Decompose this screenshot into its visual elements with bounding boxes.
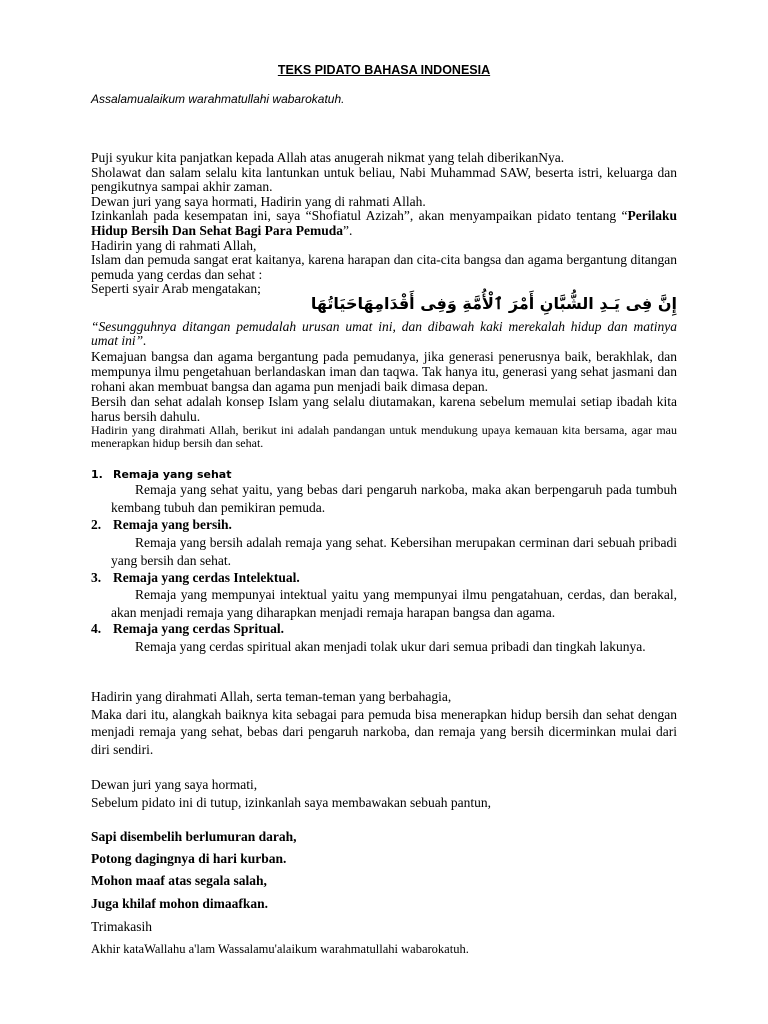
pantun-line-4: Juga khilaf mohon dimaafkan. (91, 896, 269, 911)
closing-line-2: Maka dari itu, alangkah baiknya kita sebagai para pemuda bisa menerapkan hidup bersih dan sehat dengan menjadi remaja yang sehat, bebas dari pengaruh narkoba, dan remaja yang bersih dicerminkan mulai dari diri sendiri. (91, 706, 677, 757)
pantun-line-3: Mohon maaf atas segala salah, (91, 873, 267, 888)
arabic-verse: إِنَّ فِى يَـدِ الشُّبَّانِ أَمْرَ ٱلْأُمَّةِ وَفِى أَقْدَامِهَاحَيَاتُهَا (310, 294, 677, 313)
closing-line-4: Sebelum pidato ini di tutup, izinkanlah saya membawakan sebuah pantun, (91, 794, 492, 810)
list-item-3-body: Remaja yang mempunyai intektual yaitu yang mempunyai ilmu pengatahuan, cerdas, dan berakal, akan menjadi remaja yang diharapkan menjadi remaja harapan bangsa dan agama. (111, 587, 677, 620)
intro-line-1: Puji syukur kita panjatkan kepada Allah atas anugerah nikmat yang telah diberikanNya. (91, 150, 565, 165)
body-paragraph-2: Bersih dan sehat adalah konsep Islam yang selalu diutamakan, karena sebelum memulai setiap ibadah kita harus bersih dahulu. (91, 394, 677, 424)
closing-line-3: Dewan juri yang saya hormati, (91, 777, 258, 792)
intro-line-6: Islam dan pemuda sangat erat kaitanya, karena harapan dan cita-cita bangsa dan agama bergantung ditangan pemuda yang cerdas dan sehat : (91, 252, 677, 282)
closing-line-1: Hadirin yang dirahmati Allah, serta teman-teman yang berbahagia, (91, 689, 452, 704)
list-item-4-heading: 4. Remaja yang cerdas Spritual. (91, 621, 284, 636)
pantun-line-2: Potong dagingnya di hari kurban. (91, 851, 287, 866)
list-item-4-body: Remaja yang cerdas spiritual akan menjadi tolak ukur dari semua pribadi dan tingkah lakunya. (135, 639, 646, 654)
body-paragraph-1: Kemajuan bangsa dan agama bergantung pada pemudanya, jika generasi penerusnya baik, berakhlak, dan mempunya ilmu pengetahuan berlandaskan iman dan taqwa. Tak hanya itu, generasi yang sehat jasmani dan rohani akan membuat bangsa dan agama pun menjadi baik dimasa depan. (91, 349, 677, 394)
thanks-text: Trimakasih (91, 919, 153, 934)
closing-section-2 (91, 776, 677, 811)
body-paragraph-3: Hadirin yang dirahmati Allah, berikut ini adalah pandangan untuk mendukung upaya kemauan kita bersama, agar mau menerapkan hidup bersih dan sehat. (91, 423, 677, 450)
list-item-2-body: Remaja yang bersih adalah remaja yang sehat. Kebersihan merupakan cerminan dari sebuah pribadi yang bersih dan sehat. (111, 535, 677, 568)
speech-topic: Perilaku Hidup Bersih Dan Sehat Bagi Para Pemuda (91, 208, 677, 238)
intro-line-2: Sholawat dan salam selalu kita lantunkan untuk beliau, Nabi Muhammad SAW, beserta istri, keluarga dan pengikutnya sampai akhir zaman. (91, 164, 677, 195)
intro-line-7: Seperti syair Arab mengatakan; (91, 281, 261, 297)
pantun-line-1: Sapi disembelih berlumuran darah, (91, 829, 297, 844)
intro-section (91, 151, 677, 297)
closing-section (91, 688, 677, 758)
list-item-1-heading: 1. Remaja yang sehat (91, 468, 232, 481)
document-title: TEKS PIDATO BAHASA INDONESIA (277, 63, 491, 77)
intro-line-5: Hadirin yang di rahmati Allah, (91, 237, 257, 253)
list-item-2-heading: 2. Remaja yang bersih. (91, 517, 232, 532)
list-item-1-body: Remaja yang sehat yaitu, yang bebas dari pengaruh narkoba, maka akan berpengaruh pada tumbuh kembang tubuh dan pemikiran pemuda. (111, 482, 677, 515)
list-item-3-heading: 3. Remaja yang cerdas Intelektual. (91, 570, 300, 585)
body-section (91, 349, 677, 450)
final-salutation: Akhir kataWallahu a'lam Wassalamu'alaikum warahmatullahi wabarokatuh. (91, 942, 469, 956)
intro-line-4: Izinkanlah pada kesempatan ini, saya “Shofiatul Azizah”, akan menyampaikan pidato tentang “Perilaku Hidup Bersih Dan Sehat Bagi Para Pemuda”. (91, 208, 677, 238)
verse-translation: “Sesungguhnya ditangan pemudalah urusan umat ini, dan dibawah kaki merekalah hidup dan matinya umat ini”. (91, 319, 677, 348)
intro-line-3: Dewan juri yang saya hormati, Hadirin yang di rahmati Allah. (91, 193, 426, 209)
greeting: Assalamualaikum warahmatullahi wabarokatuh. (91, 92, 345, 106)
